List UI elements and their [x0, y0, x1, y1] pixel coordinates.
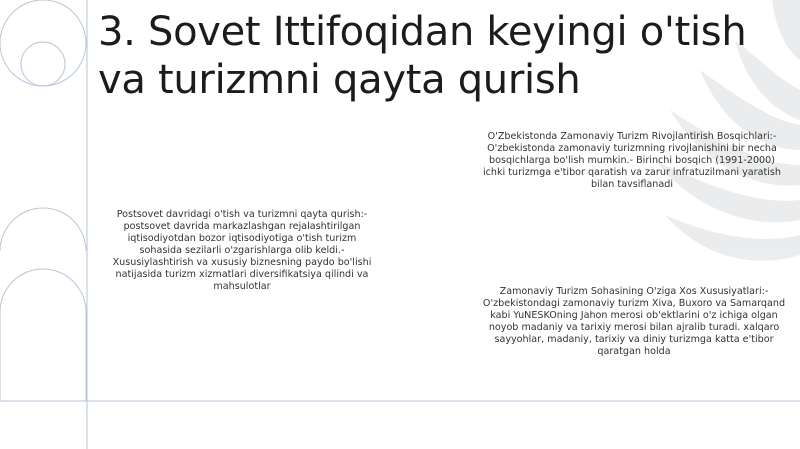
title-line-1: 3. Sovet Ittifoqidan keyingi o'tish — [98, 9, 747, 55]
title-line-2: va turizmni qayta qurish — [98, 57, 581, 103]
text-block-modern-features: Zamonaviy Turizm Sohasining O'ziga Xos Xususiyatlari:- O'zbekistondagi zamonaviy turizm Xiva, Buxoro va Samarqand kabi YuNESKOning Jahon merosi ob'ektlarini o'z ichiga olgan noyob madaniy va tarixiy merosi bilan ajralib turadi. xalqaro sayyohlar, madaniy, tarixiy va diniy turizmga katta e'tibor qaratgan holda — [482, 286, 786, 357]
upper-arch — [0, 208, 86, 251]
slide-title — [98, 8, 788, 104]
text-block-postsoviet-transition: Postsovet davridagi o'tish va turizmni qayta qurish:- postsovet davrida markazlashgan rejalashtirilgan iqtisodiyotdan bozor iqtisodiyotiga o'tish turizm sohasida sezilarli o'zgarishlarga olib keldi.- Xususiylashtirish va xususiy biznesning paydo bo'lishi natijasida turizm xizmatlari diversifikatsiya qilindi va mahsulotlar — [112, 209, 372, 292]
outer-circle — [0, 0, 86, 86]
text-block-development-stages: O'Zbekistonda Zamonaviy Turizm Rivojlantirish Bosqichlari:- O'zbekistonda zamonaviy turizmning rivojlanishini bir necha bosqichlarga bo'lish mumkin.- Birinchi bosqich (1991-2000) ichki turizmga e'tibor qaratish va zarur infratuzilmani yaratish bilan tavsiflanadi — [482, 131, 781, 190]
inner-circle — [21, 42, 65, 86]
lower-arch — [0, 269, 86, 401]
